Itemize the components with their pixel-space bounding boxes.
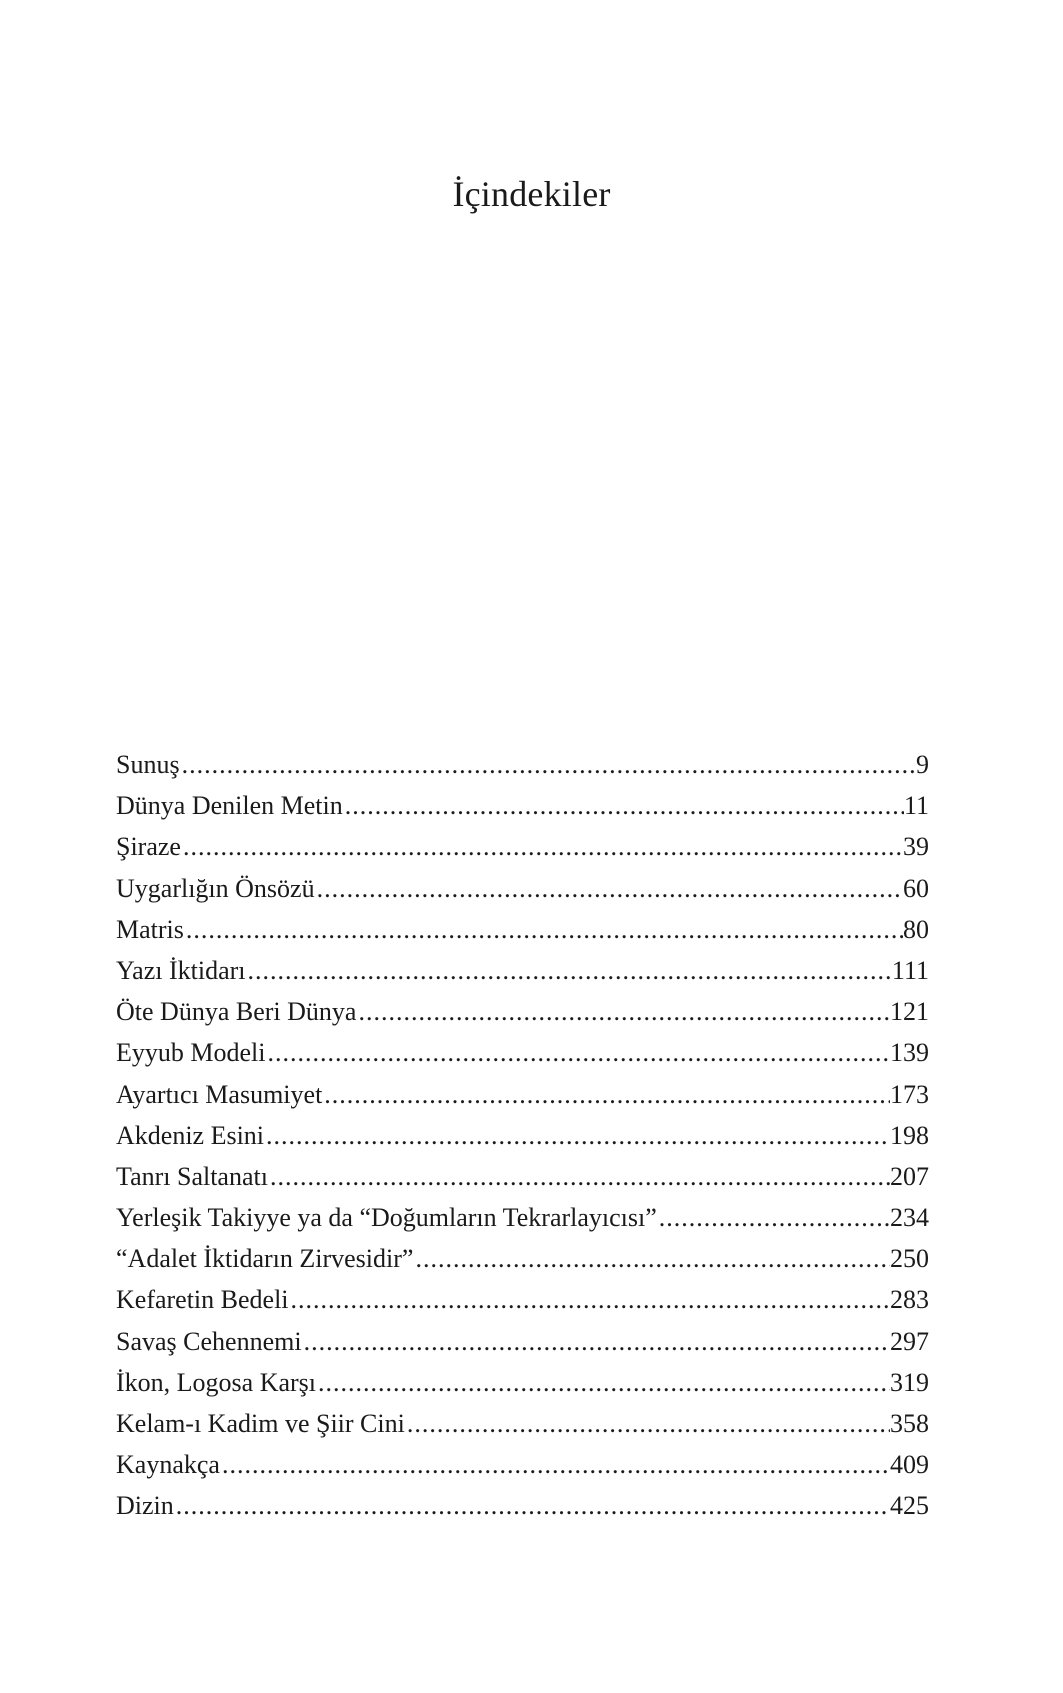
toc-page-number: 425 [890, 1491, 929, 1521]
toc-page-number: 121 [890, 997, 929, 1027]
toc-dot-leader [268, 1032, 891, 1073]
table-of-contents [116, 744, 929, 1527]
toc-entry-title: Şiraze [116, 832, 181, 862]
toc-entry-title: Eyyub Modeli [116, 1038, 266, 1068]
toc-page-number: 39 [903, 832, 929, 862]
toc-page-number: 9 [916, 750, 929, 779]
toc-page-number: 283 [890, 1285, 929, 1315]
page-title: İçindekiler [452, 174, 611, 214]
toc-entry [116, 1074, 929, 1115]
toc-dot-leader [248, 950, 892, 991]
toc-dot-leader [358, 991, 890, 1032]
toc-entry [116, 991, 929, 1032]
toc-dot-leader [659, 1197, 890, 1238]
toc-dot-leader [317, 868, 903, 909]
toc-dot-leader [324, 1074, 890, 1115]
toc-dot-leader [182, 744, 916, 785]
toc-entry-title: Kelam-ı Kadim ve Şiir Cini [116, 1409, 405, 1438]
toc-entry [116, 1197, 929, 1238]
toc-dot-leader [415, 1238, 890, 1279]
toc-entry [116, 785, 929, 826]
toc-page-number: 80 [903, 914, 929, 944]
toc-entry-title: Kefaretin Bedeli [116, 1285, 289, 1315]
toc-page-number: 198 [890, 1120, 929, 1150]
toc-entry [116, 1156, 929, 1197]
toc-entry [116, 1403, 929, 1444]
toc-entry-title: Matris [116, 914, 184, 944]
toc-entry [116, 1238, 929, 1279]
toc-dot-leader [183, 826, 903, 867]
toc-entry [116, 1115, 929, 1156]
toc-page-number: 60 [903, 873, 929, 903]
toc-entry-title: Öte Dünya Beri Dünya [116, 997, 357, 1027]
toc-entry-title: Dünya Denilen Metin [116, 791, 343, 821]
toc-page-number: 207 [890, 1161, 929, 1191]
toc-page-number: 173 [890, 1079, 929, 1109]
toc-page-number: 409 [890, 1450, 929, 1480]
toc-page-number: 11 [903, 791, 929, 821]
toc-entry [116, 1444, 929, 1485]
toc-entry [116, 1321, 929, 1362]
toc-dot-leader [345, 785, 904, 826]
toc-entry [116, 950, 929, 991]
toc-entry-title: Uygarlığın Önsözü [116, 873, 315, 903]
toc-entry [116, 1279, 929, 1320]
toc-entry-title: Yazı İktidarı [116, 955, 246, 985]
toc-entry-title: Kaynakça [116, 1450, 220, 1480]
toc-page-number: 358 [890, 1409, 929, 1438]
toc-entry [116, 744, 929, 785]
toc-entry-title: Akdeniz Esini [116, 1120, 265, 1150]
toc-page-number: 139 [890, 1038, 929, 1068]
toc-page-number: 319 [890, 1367, 929, 1397]
toc-entry-title: Sunuş [116, 750, 180, 779]
toc-dot-leader [222, 1444, 890, 1485]
toc-entry-title: İkon, Logosa Karşı [116, 1367, 317, 1397]
toc-entry-title: Yerleşik Takiyye ya da “Doğumların Tekrarlayıcısı” [116, 1203, 657, 1233]
toc-dot-leader [176, 1485, 890, 1526]
toc-entry-title: “Adalet İktidarın Zirvesidir” [116, 1244, 414, 1274]
toc-dot-leader [318, 1362, 890, 1403]
toc-entry [116, 1362, 929, 1403]
toc-entry [116, 868, 929, 909]
toc-dot-leader [186, 909, 903, 950]
toc-page-number: 297 [890, 1326, 929, 1356]
toc-page-number: 111 [891, 955, 929, 985]
toc-dot-leader [266, 1115, 890, 1156]
toc-dot-leader [304, 1321, 890, 1362]
toc-entry [116, 1485, 929, 1526]
toc-entry-title: Dizin [116, 1491, 174, 1521]
toc-entry [116, 909, 929, 950]
toc-dot-leader [291, 1279, 890, 1320]
toc-entry-title: Tanrı Saltanatı [116, 1161, 268, 1191]
toc-page-number: 234 [890, 1203, 929, 1233]
toc-dot-leader [407, 1403, 890, 1444]
toc-entry-title: Savaş Cehennemi [116, 1326, 302, 1356]
toc-dot-leader [270, 1156, 890, 1197]
toc-entry [116, 1032, 929, 1073]
toc-page-number: 250 [890, 1244, 929, 1274]
toc-entry [116, 826, 929, 867]
toc-entry-title: Ayartıcı Masumiyet [116, 1079, 323, 1109]
